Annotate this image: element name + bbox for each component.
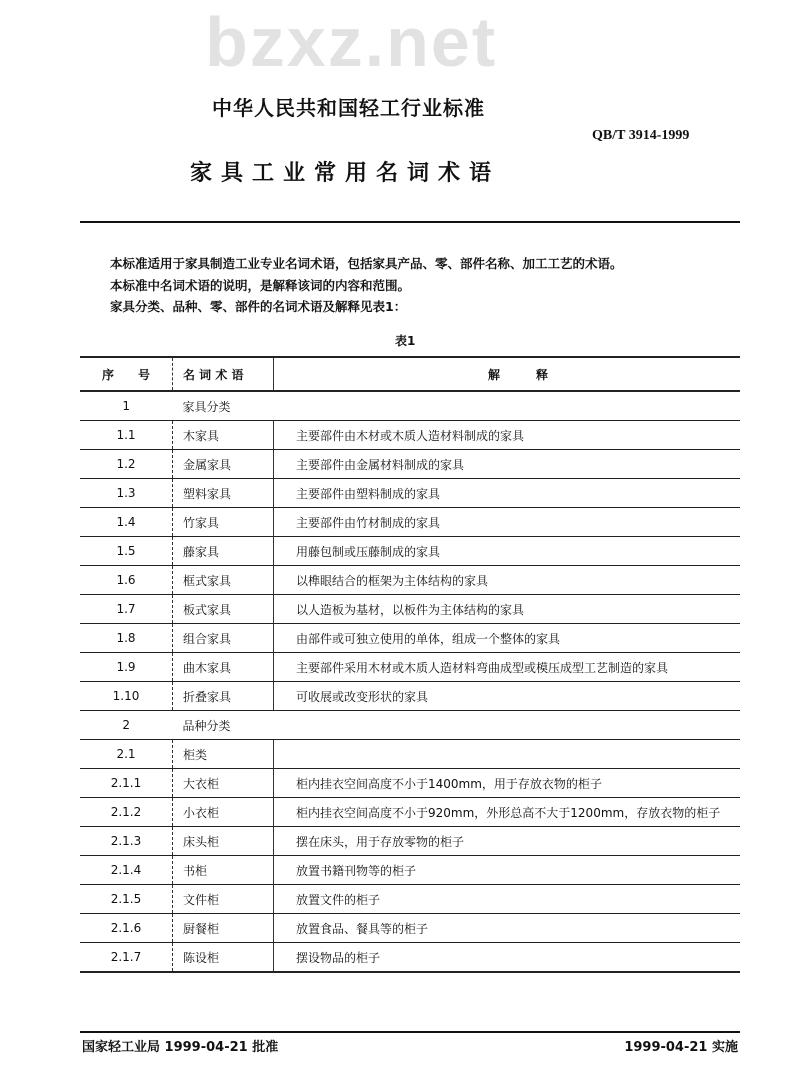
approval-note: 国家轻工业局 1999-04-21 批准	[82, 1040, 279, 1055]
table-row	[80, 827, 740, 856]
header-divider	[80, 221, 740, 223]
row-number: 1.1	[80, 421, 173, 450]
row-number: 2.1	[80, 740, 173, 769]
table-row	[80, 856, 740, 885]
row-number: 1.4	[80, 508, 173, 537]
table-row	[80, 566, 740, 595]
row-explanation: 以榫眼结合的框架为主体结构的家具	[274, 566, 741, 595]
table-row	[80, 595, 740, 624]
table-row	[80, 914, 740, 943]
row-term: 床头柜	[173, 827, 274, 856]
row-explanation: 可收展或改变形状的家具	[274, 682, 741, 711]
row-explanation: 用藤包制或压藤制成的家具	[274, 537, 741, 566]
row-number: 1.8	[80, 624, 173, 653]
table-row	[80, 450, 740, 479]
row-term: 家具分类	[173, 391, 274, 421]
row-number: 1.6	[80, 566, 173, 595]
row-term: 板式家具	[173, 595, 274, 624]
row-term: 木家具	[173, 421, 274, 450]
row-term: 文件柜	[173, 885, 274, 914]
row-term: 框式家具	[173, 566, 274, 595]
row-number: 2	[80, 711, 173, 740]
row-number: 1	[80, 391, 173, 421]
row-explanation: 主要部件由竹材制成的家具	[274, 508, 741, 537]
intro-paragraph: 本标准适用于家具制造工业专业名词术语，包括家具产品、零、部件名称、加工工艺的术语。	[110, 256, 623, 271]
table-row	[80, 711, 740, 740]
row-number: 2.1.3	[80, 827, 173, 856]
footer-divider	[80, 1031, 740, 1033]
watermark: bzxz.net	[205, 3, 498, 81]
row-explanation: 放置书籍刊物等的柜子	[274, 856, 741, 885]
row-explanation: 以人造板为基材，以板件为主体结构的家具	[274, 595, 741, 624]
table-row	[80, 624, 740, 653]
row-number: 2.1.7	[80, 943, 173, 973]
row-explanation: 柜内挂衣空间高度不小于920mm，外形总高不大于1200mm，存放衣物的柜子	[274, 798, 741, 827]
table-row	[80, 769, 740, 798]
row-number: 2.1.1	[80, 769, 173, 798]
row-term: 藤家具	[173, 537, 274, 566]
row-explanation: 主要部件由金属材料制成的家具	[274, 450, 741, 479]
row-explanation: 主要部件采用木材或木质人造材料弯曲成型或模压成型工艺制造的家具	[274, 653, 741, 682]
row-term: 大衣柜	[173, 769, 274, 798]
row-term: 竹家具	[173, 508, 274, 537]
row-number: 1.5	[80, 537, 173, 566]
row-number: 1.9	[80, 653, 173, 682]
row-explanation: 摆设物品的柜子	[274, 943, 741, 973]
implementation-note: 1999-04-21 实施	[624, 1040, 738, 1055]
table-row	[80, 943, 740, 973]
row-explanation: 放置文件的柜子	[274, 885, 741, 914]
table-row	[80, 508, 740, 537]
header-number: 序 号	[80, 357, 173, 391]
row-explanation: 放置食品、餐具等的柜子	[274, 914, 741, 943]
row-explanation: 摆在床头，用于存放零物的柜子	[274, 827, 741, 856]
row-number: 2.1.4	[80, 856, 173, 885]
row-number: 1.3	[80, 479, 173, 508]
row-term: 陈设柜	[173, 943, 274, 973]
terms-table	[80, 356, 740, 973]
row-term: 厨餐柜	[173, 914, 274, 943]
row-explanation	[274, 391, 741, 421]
row-explanation: 主要部件由塑料制成的家具	[274, 479, 741, 508]
header-explanation: 解 释	[274, 357, 741, 391]
row-explanation: 主要部件由木材或木质人造材料制成的家具	[274, 421, 741, 450]
header-term: 名 词 术 语	[173, 357, 274, 391]
table-row	[80, 885, 740, 914]
table-row	[80, 537, 740, 566]
row-term: 折叠家具	[173, 682, 274, 711]
table-row	[80, 421, 740, 450]
standard-code: QB/T 3914-1999	[592, 128, 690, 143]
row-number: 1.10	[80, 682, 173, 711]
document-title: 家具工业常用名词术语	[190, 161, 501, 186]
table-row	[80, 798, 740, 827]
row-term: 曲木家具	[173, 653, 274, 682]
row-term: 小衣柜	[173, 798, 274, 827]
row-term: 品种分类	[173, 711, 274, 740]
row-number: 2.1.5	[80, 885, 173, 914]
row-number: 2.1.2	[80, 798, 173, 827]
row-explanation	[274, 740, 741, 769]
table-row	[80, 682, 740, 711]
row-number: 2.1.6	[80, 914, 173, 943]
row-explanation: 由部件或可独立使用的单体，组成一个整体的家具	[274, 624, 741, 653]
table-row	[80, 391, 740, 421]
table-row	[80, 479, 740, 508]
table-caption: 表1	[395, 334, 416, 348]
row-term: 柜类	[173, 740, 274, 769]
table-header-row	[80, 357, 740, 391]
row-term: 书柜	[173, 856, 274, 885]
table-row	[80, 740, 740, 769]
row-explanation: 柜内挂衣空间高度不小于1400mm，用于存放衣物的柜子	[274, 769, 741, 798]
table-row	[80, 653, 740, 682]
row-term: 金属家具	[173, 450, 274, 479]
row-number: 1.2	[80, 450, 173, 479]
issuing-organization: 中华人民共和国轻工行业标准	[212, 96, 485, 120]
row-term: 塑料家具	[173, 479, 274, 508]
intro-paragraph: 家具分类、品种、零、部件的名词术语及解释见表1：	[110, 299, 407, 314]
row-number: 1.7	[80, 595, 173, 624]
row-explanation	[274, 711, 741, 740]
row-term: 组合家具	[173, 624, 274, 653]
intro-paragraph: 本标准中名词术语的说明，是解释该词的内容和范围。	[110, 278, 411, 293]
